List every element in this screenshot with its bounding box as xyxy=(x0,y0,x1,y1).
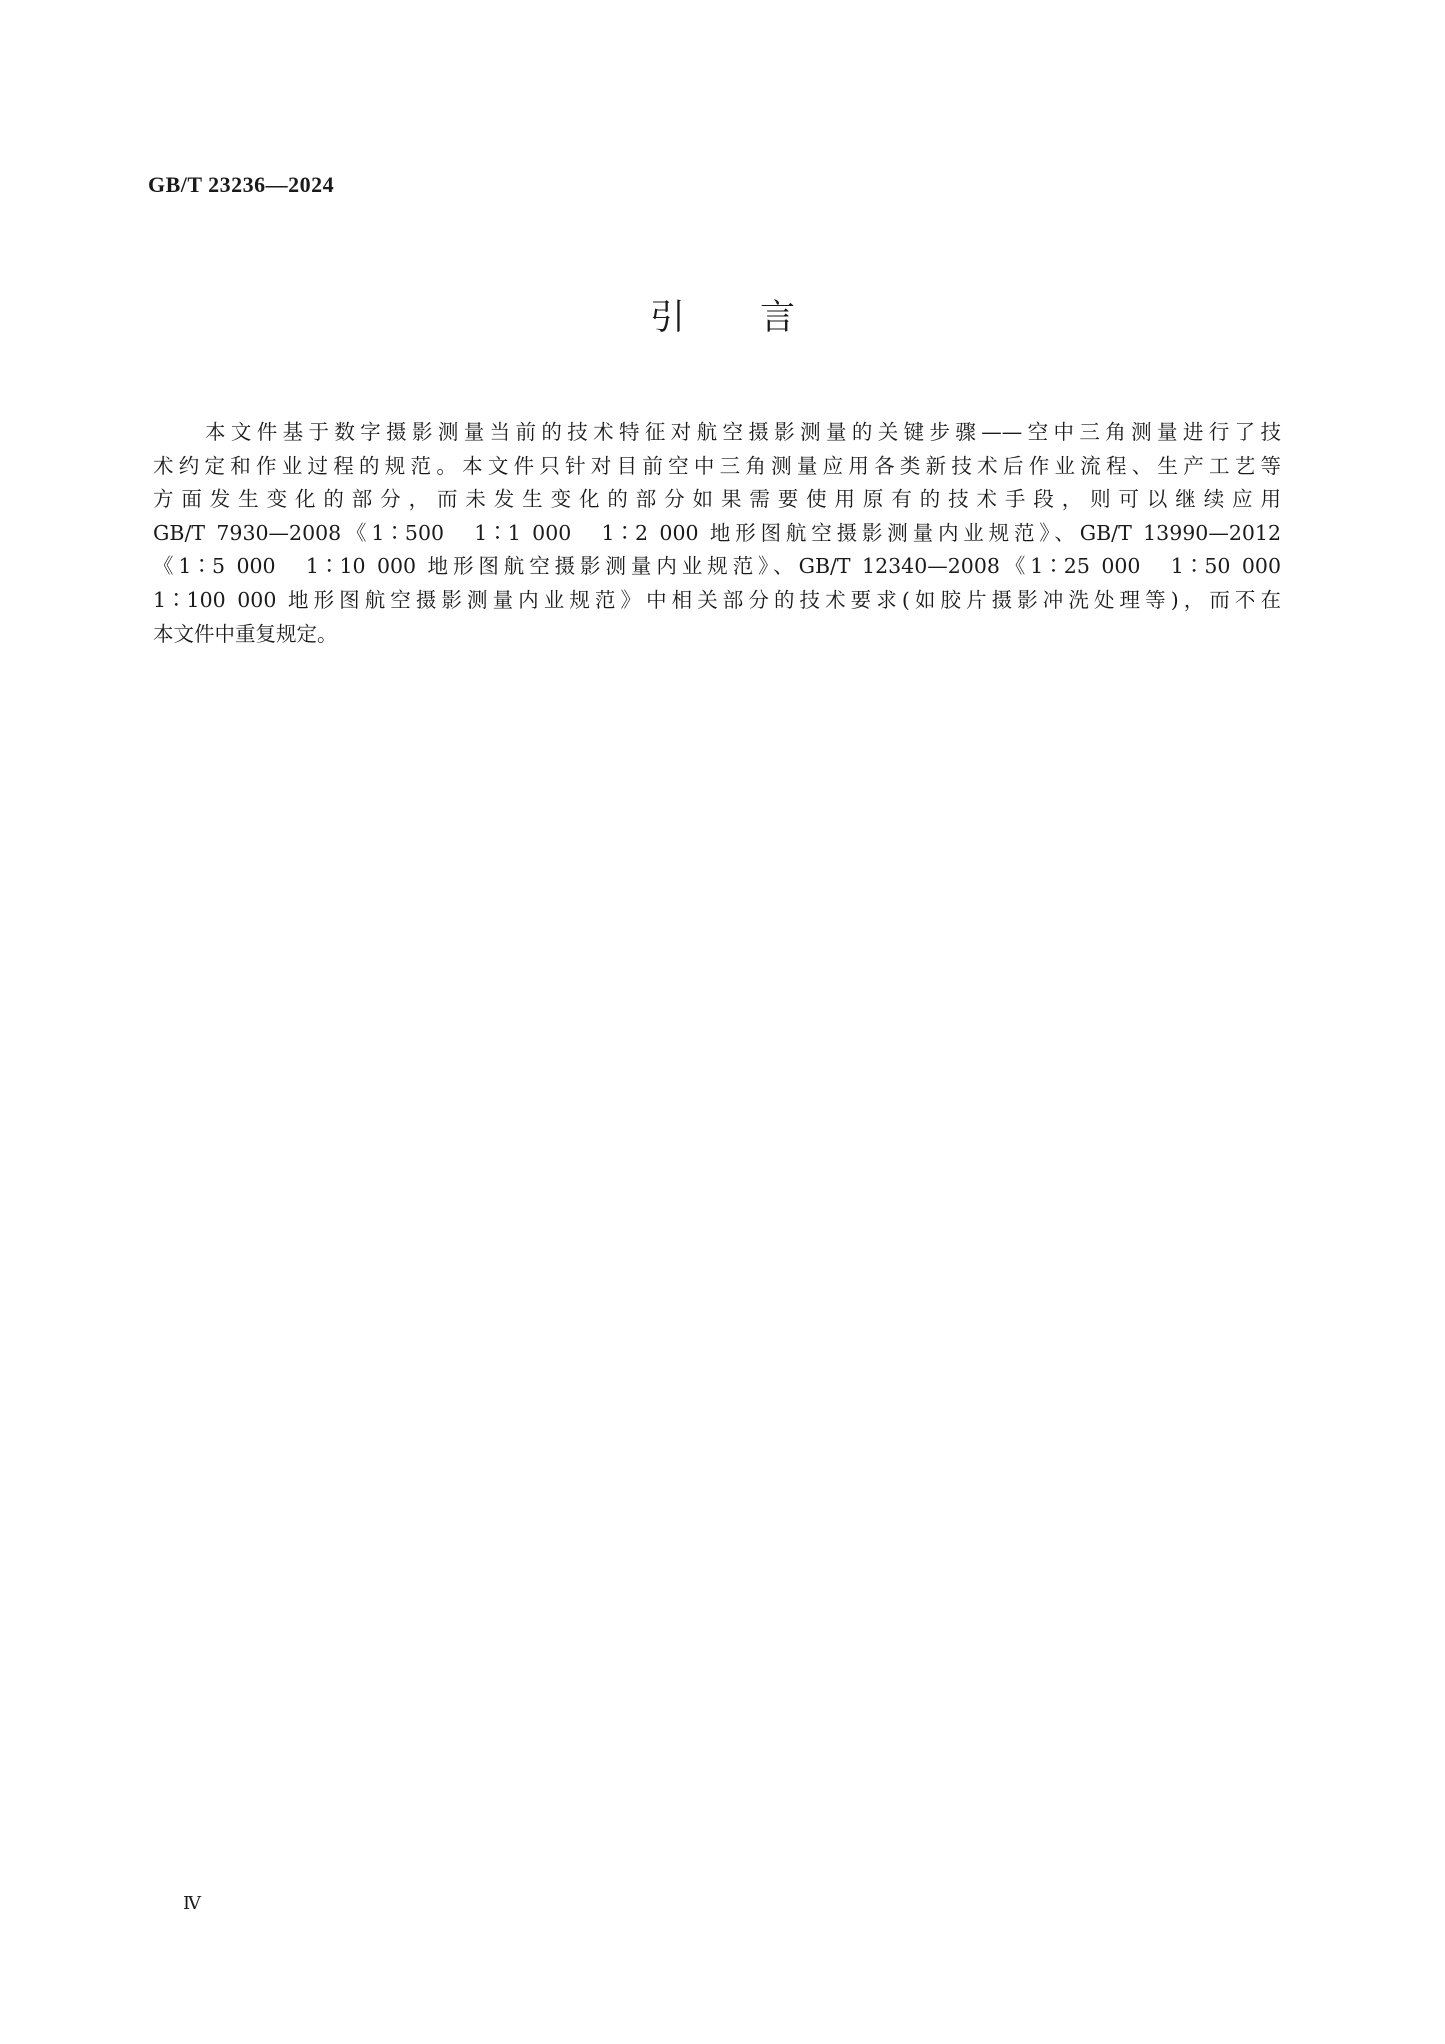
paragraph-line: 本文件中重复规定。 xyxy=(153,621,338,646)
page-title: 引言 xyxy=(649,298,870,338)
paragraph-line: 方面发生变化的部分，而未发生变化的部分如果需要使用原有的技术手段，则可以继续应用 xyxy=(153,487,1281,512)
standard-code: GB/T 23236—2024 xyxy=(148,172,335,197)
paragraph-line: 术约定和作业过程的规范。本文件只针对目前空中三角测量应用各类新技术后作业流程、生产工艺等 xyxy=(153,453,1281,478)
paragraph-line: GB/T 7930—2008《1∶500 1∶1 000 1∶2 000 地形图航空摄影测量内业规范》、GB/T 13990—2012 xyxy=(153,520,1281,545)
page-number: Ⅳ xyxy=(183,1893,201,1913)
introduction-paragraph xyxy=(153,416,1281,651)
paragraph-line: 1∶100 000 地形图航空摄影测量内业规范》中相关部分的技术要求(如胶片摄影冲洗处理等)，而不在 xyxy=(153,587,1281,612)
paragraph-line: 《1∶5 000 1∶10 000 地形图航空摄影测量内业规范》、GB/T 12340—2008《1∶25 000 1∶50 000 xyxy=(153,554,1281,579)
paragraph-line: 本文件基于数字摄影测量当前的技术特征对航空摄影测量的关键步骤——空中三角测量进行了技 xyxy=(205,420,1281,444)
